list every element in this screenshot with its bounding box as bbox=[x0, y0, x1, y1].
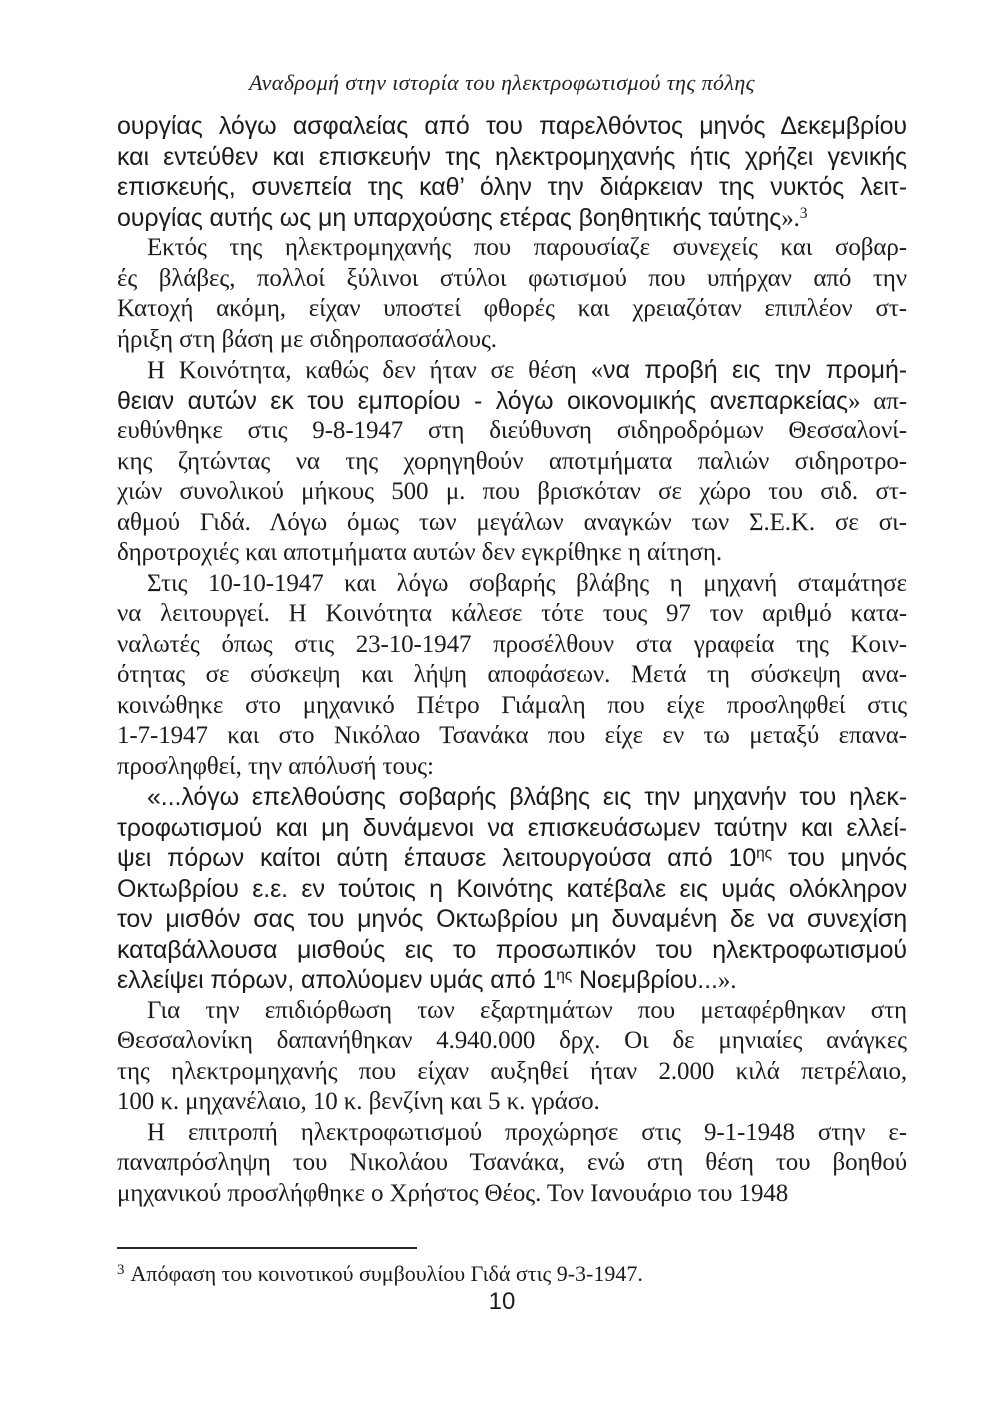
running-header: Αναδρομή στην ιστορία του ηλεκτροφωτισμού της πόλης bbox=[248, 70, 755, 95]
text-line bbox=[117, 813, 907, 844]
text-segment: ελλείψει πόρων, απολύομεν υμάς από 1 bbox=[117, 966, 557, 994]
text-line bbox=[117, 1148, 907, 1179]
text-segment: ». bbox=[781, 204, 800, 232]
text-segment: 100 κ. μηχανέλαιο, 10 κ. βενζίνη και 5 κ. γράσο. bbox=[117, 1088, 600, 1115]
text-line bbox=[117, 691, 907, 722]
text-segment: ές βλάβες, πολλοί ξύλινοι στύλοι φωτισμού που υπήρχαν από την bbox=[117, 264, 907, 292]
text-segment: και εντεύθεν και επισκευήν της ηλεκτρομηχανής ήτις χρήζει γενικής bbox=[117, 142, 907, 171]
text-segment: Κατοχή ακόμη, είχαν υποστεί φθορές και χρειαζόταν επιπλέον στ- bbox=[117, 295, 907, 322]
text-segment: ουργίας λόγω ασφαλείας από του παρελθόντος μηνός Δεκεμβρίου bbox=[117, 112, 907, 140]
text-segment: τον μισθόν σας του μηνός Οκτωβρίου μη δυναμένη δε να συνεχίση bbox=[117, 905, 907, 933]
text-segment: να προβή εις την προμή- bbox=[603, 356, 907, 384]
text-line bbox=[117, 355, 907, 386]
footnote-text: Απόφαση του κοινοτικού συμβουλίου Γιδά στις 9-3-1947. bbox=[130, 1261, 643, 1286]
text-segment: ότητας σε σύσκεψη και λήψη αποφάσεων. Μετά τη σύσκεψη ανα- bbox=[117, 661, 907, 688]
text-segment: ψει πόρων καίτοι αύτη έπαυσε λειτουργούσα από 10 bbox=[117, 844, 757, 872]
footnote-rule bbox=[117, 1247, 417, 1249]
text-segment: προσληφθεί, την απόλυσή τους: bbox=[117, 752, 434, 780]
text-segment: ουργίας αυτής ως μη υπαρχούσης ετέρας βοηθητικής ταύτης bbox=[117, 203, 782, 232]
text-line bbox=[117, 965, 907, 996]
text-line bbox=[117, 935, 907, 966]
text-segment: Για την επιδιόρθωση των εξαρτημάτων που μεταφέρθηκαν στη bbox=[147, 996, 907, 1024]
text-segment: κοινώθηκε στο μηχανικό Πέτρο Γιάμαλη που είχε προσληφθεί στις bbox=[117, 691, 907, 719]
superscript-text: ης bbox=[556, 967, 573, 985]
text-line bbox=[117, 142, 907, 173]
text-line bbox=[117, 111, 907, 142]
page-number: 10 bbox=[488, 1288, 516, 1315]
text-segment: της ηλεκτρομηχανής που είχαν αυξηθεί ήταν 2.000 κιλά πετρέλαιο, bbox=[117, 1057, 907, 1085]
footnote bbox=[117, 1260, 907, 1291]
text-line bbox=[117, 416, 907, 447]
text-line bbox=[117, 172, 907, 203]
text-line bbox=[117, 1057, 907, 1088]
text-segment: επισκευής, συνεπεία της καθ’ όλην την διάρκειαν της νυκτός λειτ- bbox=[117, 173, 907, 201]
text-line bbox=[117, 264, 907, 295]
text-line bbox=[117, 996, 907, 1027]
text-segment: Εκτός της ηλεκτρομηχανής που παρουσίαζε συνεχείς και σοβαρ- bbox=[147, 234, 907, 261]
text-segment: » απ- bbox=[848, 387, 907, 415]
text-line bbox=[117, 477, 907, 508]
superscript-text: 3 bbox=[799, 204, 808, 222]
text-segment: ναλωτές όπως στις 23-10-1947 προσέλθουν στα γραφεία της Κοιν- bbox=[117, 630, 907, 658]
text-segment: Η επιτροπή ηλεκτροφωτισμού προχώρησε στις 9-1-1948 στην ε- bbox=[147, 1118, 907, 1146]
text-segment: χιών συνολικού μήκους 500 μ. που βρισκόταν σε χώρο του σιδ. στ- bbox=[117, 478, 907, 505]
text-line bbox=[117, 843, 907, 874]
text-line bbox=[117, 752, 907, 783]
text-segment: 1-7-1947 και στο Νικόλαο Τσανάκα που είχε εν τω μεταξύ επανα- bbox=[117, 722, 907, 749]
text-line bbox=[117, 508, 907, 539]
text-line bbox=[117, 904, 907, 935]
text-line bbox=[117, 569, 907, 600]
text-line bbox=[117, 599, 907, 630]
superscript-text: ης bbox=[756, 845, 773, 863]
text-segment: θειαν αυτών εκ του εμπορίου - λόγω οικονομικής ανεπαρκείας bbox=[117, 386, 849, 415]
text-line bbox=[117, 782, 907, 813]
text-segment: μηχανικού προσλήφθηκε ο Χρήστος Θέος. Τον Ιανουάριο του 1948 bbox=[117, 1179, 789, 1207]
text-segment: καταβάλλουσα μισθούς εις το προσωπικόν του ηλεκτροφωτισμού bbox=[117, 935, 907, 964]
text-segment: Νοεμβρίου... bbox=[572, 966, 718, 994]
text-segment: Οκτωβρίου ε.ε. εν τούτοις η Κοινότης κατέβαλε εις υμάς ολόκληρον bbox=[117, 874, 907, 903]
text-line bbox=[117, 874, 907, 905]
text-segment: αθμού Γιδά. Λόγω όμως των μεγάλων αναγκών των Σ.Ε.Κ. σε σι- bbox=[117, 508, 907, 536]
text-line bbox=[117, 233, 907, 264]
text-line bbox=[117, 203, 907, 234]
footnote-marker: 3 bbox=[117, 1261, 125, 1278]
text-line bbox=[117, 721, 907, 752]
text-segment: παναπρόσληψη του Νικολάου Τσανάκα, ενώ στη θέση του βοηθού bbox=[117, 1149, 907, 1176]
text-segment: τροφωτισμού και μη δυνάμενοι να επισκευάσωμεν ταύτην και ελλεί- bbox=[117, 813, 907, 842]
text-segment: ». bbox=[717, 967, 737, 994]
text-line bbox=[117, 630, 907, 661]
text-segment: κης ζητώντας να της χορηγηθούν αποτμήματα παλιών σιδηροτρο- bbox=[117, 447, 907, 475]
text-segment: δηροτροχιές και αποτμήματα αυτών δεν εγκρίθηκε η αίτηση. bbox=[117, 539, 722, 566]
text-line bbox=[117, 1179, 907, 1210]
text-line bbox=[117, 325, 907, 356]
text-segment: Στις 10-10-1947 και λόγω σοβαρής βλάβης η μηχανή σταμάτησε bbox=[147, 569, 907, 597]
text-line bbox=[117, 386, 907, 417]
text-line bbox=[117, 660, 907, 691]
text-segment: «...λόγω επελθούσης σοβαρής βλάβης εις την μηχανήν του ηλεκ- bbox=[147, 783, 907, 811]
text-segment: ευθύνθηκε στις 9-8-1947 στη διεύθυνση σιδηροδρόμων Θεσσαλονί- bbox=[117, 417, 907, 444]
text-line bbox=[117, 1026, 907, 1057]
text-segment: του μηνός bbox=[772, 844, 907, 872]
text-line bbox=[117, 538, 907, 569]
text-line bbox=[117, 1087, 907, 1118]
text-segment: Θεσσαλονίκη δαπανήθηκαν 4.940.000 δρχ. Οι δε μηνιαίες ανάγκες bbox=[117, 1027, 907, 1054]
text-line bbox=[117, 294, 907, 325]
text-segment: να λειτουργεί. Η Κοινότητα κάλεσε τότε τους 97 τον αριθμό κατα- bbox=[117, 600, 907, 627]
text-line bbox=[117, 1118, 907, 1149]
text-line bbox=[117, 447, 907, 478]
text-block bbox=[117, 111, 907, 1209]
text-segment: Η Κοινότητα, καθώς δεν ήταν σε θέση « bbox=[147, 357, 604, 384]
text-segment: ήριξη στη βάση με σιδηροπασσάλους. bbox=[117, 325, 497, 353]
